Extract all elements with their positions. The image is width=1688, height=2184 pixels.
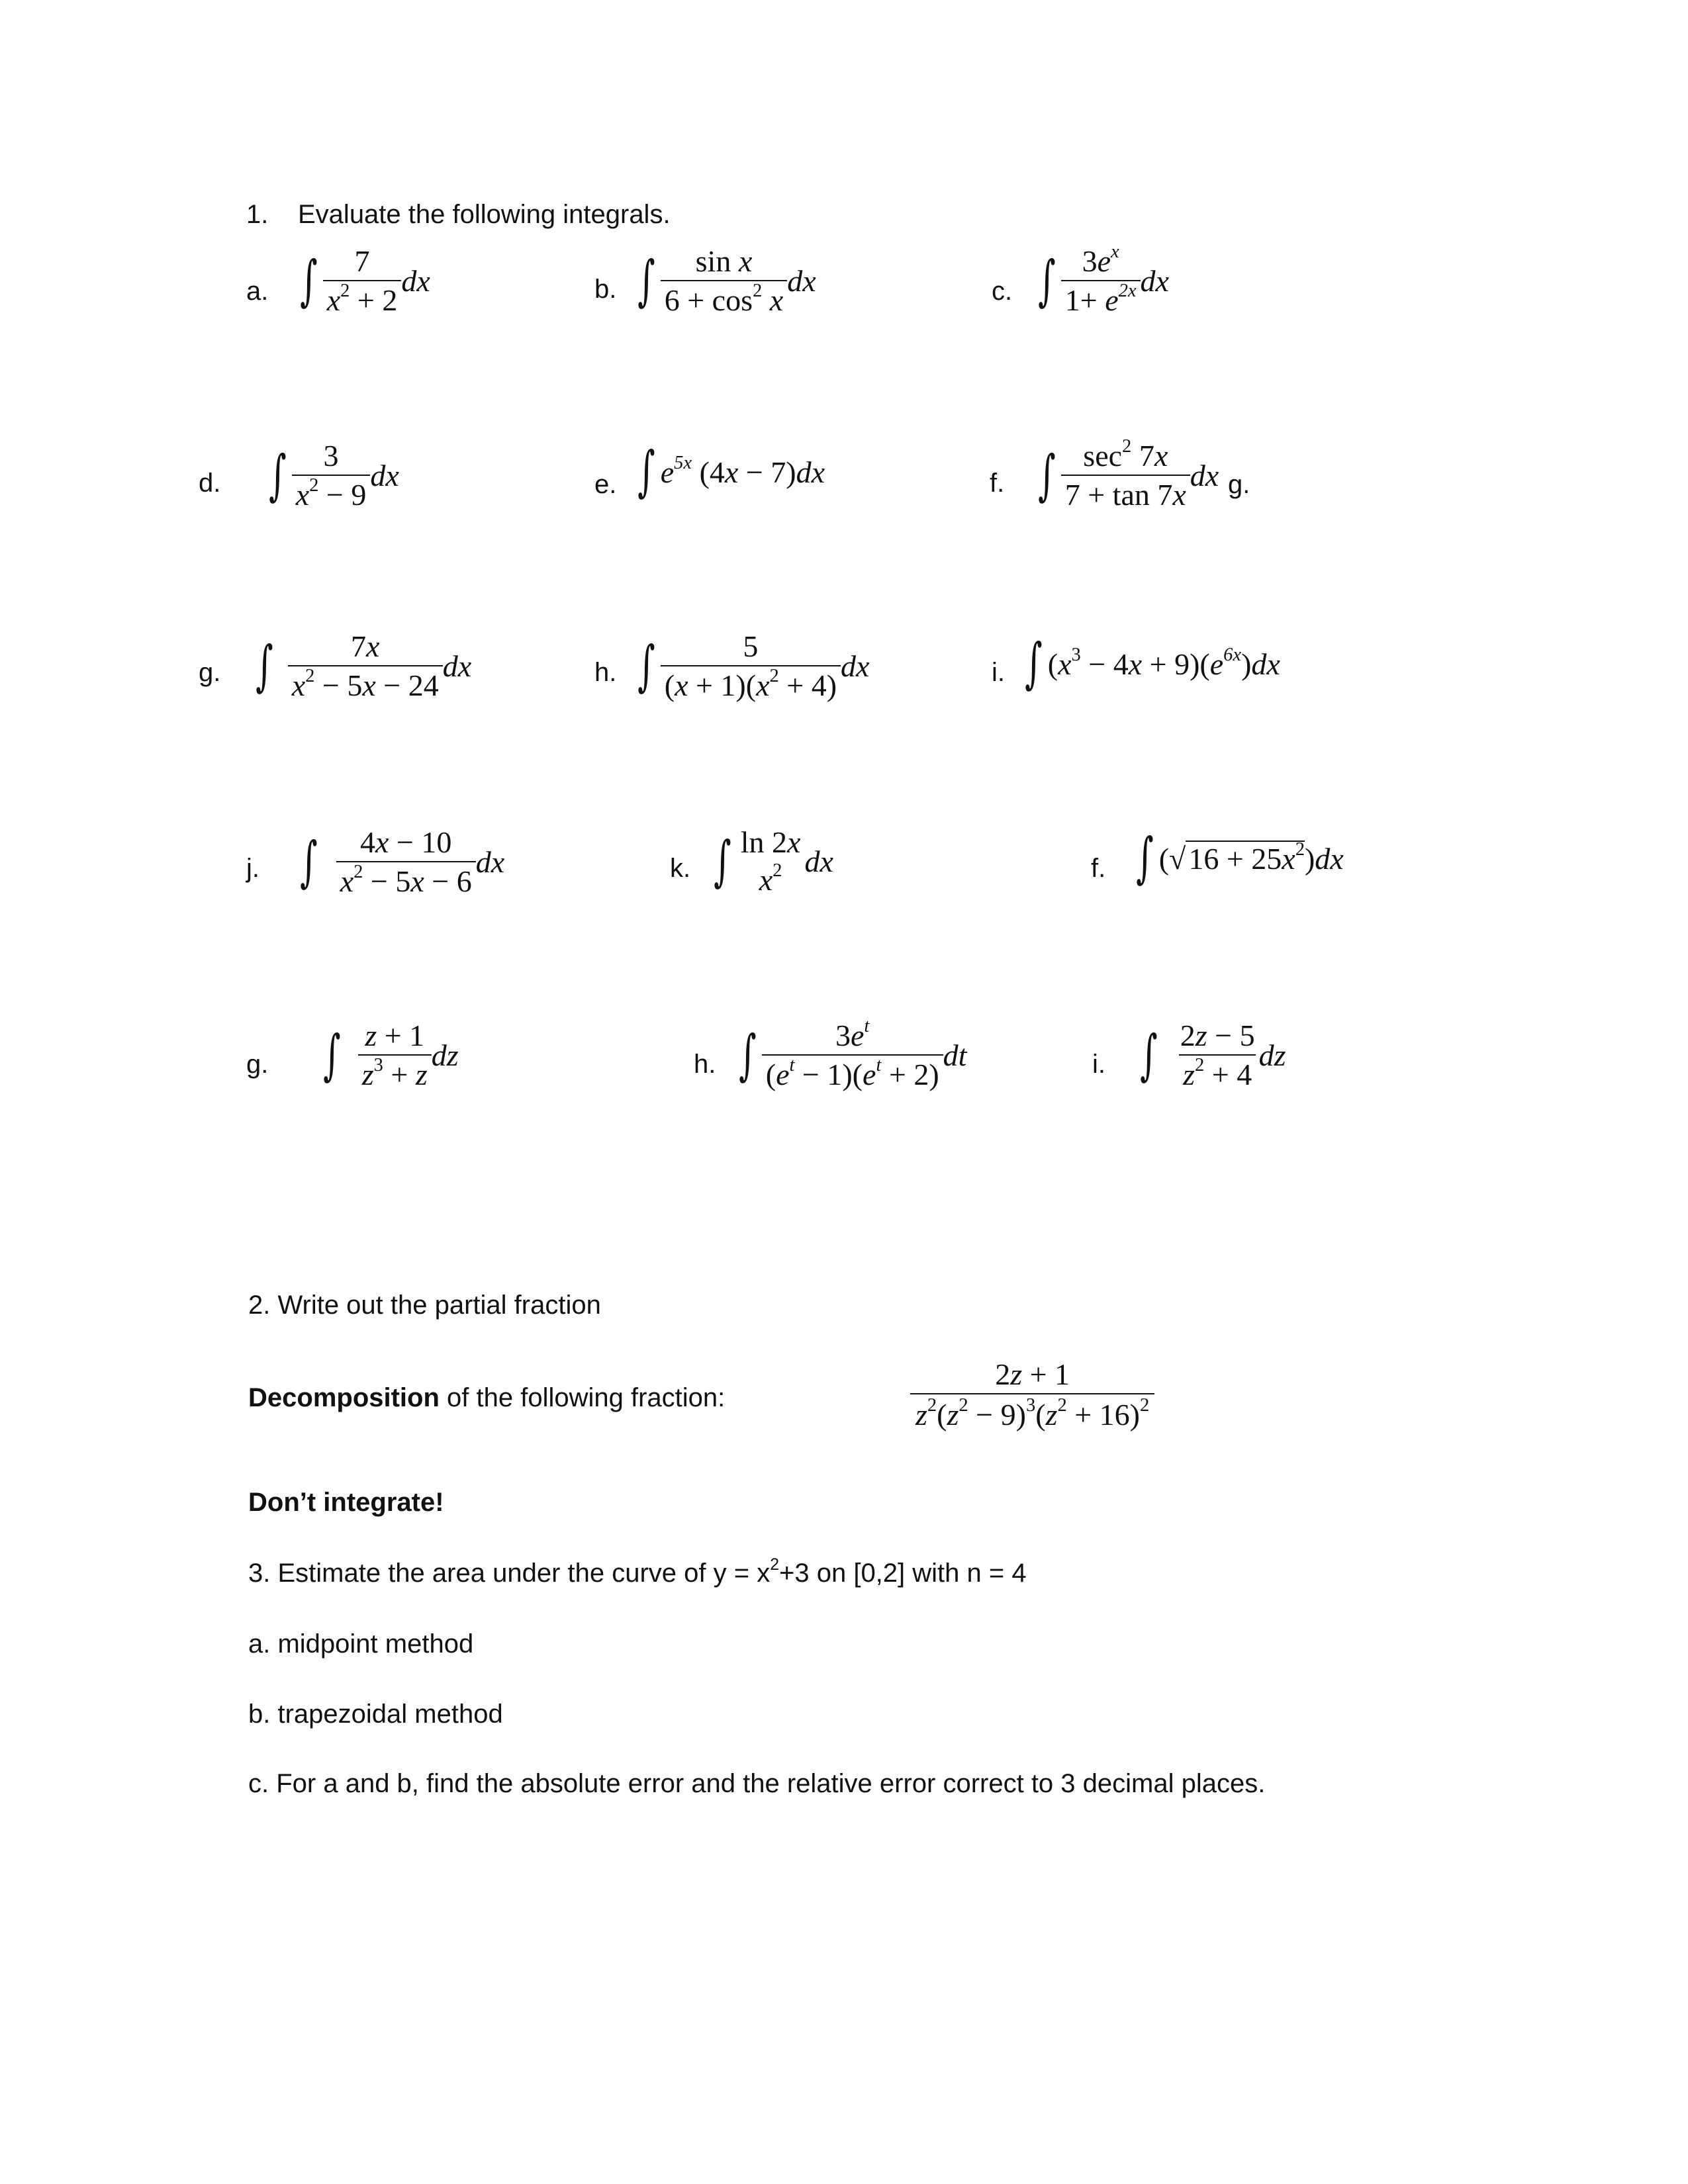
- q3-stem-prefix: 3. Estimate the area under the curve of y = x: [248, 1559, 771, 1588]
- label-h2: h.: [694, 1050, 716, 1079]
- label-i2: i.: [1092, 1050, 1105, 1079]
- question-2-decomposition: [248, 1383, 725, 1413]
- label-i: i.: [992, 658, 1005, 687]
- integral-h2: ∫ $\frac{3e^t}{(e^t - 1)(e^t + 2)}$ dt: [739, 1016, 967, 1091]
- label-g2: g.: [246, 1050, 269, 1079]
- integral-c: ∫ $\frac{3e^x}{1+ e^{2x}}$ dx: [1038, 242, 1169, 317]
- label-g-trailing: g.: [1228, 470, 1250, 499]
- question-3-stem: [248, 1555, 1027, 1588]
- label-j: j.: [246, 854, 259, 883]
- integral-a: ∫ $\frac{7}{x^2 + 2}$ dx: [300, 244, 430, 317]
- question-3c: c. For a and b, find the absolute error and the relative error correct to 3 decimal places.: [248, 1769, 1266, 1798]
- integral-j: ∫ $\frac{4x - 10}{x^2 - 5x - 6}$ dx: [300, 825, 505, 898]
- label-f2: f.: [1091, 854, 1106, 883]
- integral-k: ∫ ln 2x $x^2$ dx: [714, 825, 833, 897]
- integral-h: ∫ $\frac{5}{(x + 1)(x^2 + 4)}$ dx: [637, 629, 870, 702]
- decomposition-rest: of the following fraction:: [439, 1383, 726, 1412]
- partial-fraction-expression: $\frac{2z + 1}{z^2(z^2 - 9)^3(z^2 + 16)^2}$: [910, 1358, 1154, 1432]
- label-a: a.: [246, 277, 269, 306]
- integral-d: ∫ $\frac{3}{x^2 - 9}$ dx: [269, 439, 399, 512]
- question-1-title: Evaluate the following integrals.: [298, 200, 671, 229]
- integral-i: ∫ $(x^3 - 4x + 9)(e^{6x})dx$: [1025, 632, 1280, 695]
- dont-integrate-note: Don’t integrate!: [248, 1488, 444, 1517]
- q3-stem-exponent: 2: [770, 1555, 779, 1574]
- integral-g2: ∫ $\frac{z + 1}{z^3 + z}$ dz: [323, 1019, 459, 1091]
- question-2-line1: 2. Write out the partial fraction: [248, 1291, 601, 1320]
- integral-g: ∫ $\frac{7x}{x^2 - 5x - 24}$ dx: [256, 629, 472, 702]
- label-h: h.: [594, 658, 617, 687]
- label-k: k.: [670, 854, 691, 883]
- question-3a: a. midpoint method: [248, 1629, 474, 1659]
- q3-stem-suffix: +3 on [0,2] with n = 4: [779, 1559, 1027, 1588]
- integral-f: ∫ $\frac{\sec^2 7x}{7 + \tan 7x}$ dx: [1038, 436, 1219, 512]
- label-f: f.: [990, 469, 1005, 498]
- decomposition-bold: Decomposition: [248, 1383, 440, 1412]
- label-b: b.: [594, 275, 617, 304]
- integral-e: ∫ $e^{5x}$ (4x − 7)dx: [637, 440, 825, 503]
- integral-f2: ∫ $(√16 + 25x^2)dx$: [1136, 827, 1344, 889]
- label-g: g.: [199, 658, 221, 687]
- question-3b: b. trapezoidal method: [248, 1700, 503, 1729]
- integral-i2: ∫ $\frac{2z - 5}{z^2 + 4}$ dz: [1140, 1019, 1286, 1091]
- label-d: d.: [199, 469, 221, 498]
- label-c: c.: [992, 277, 1013, 306]
- question-1-number: 1.: [246, 200, 269, 229]
- integral-b: ∫ $\frac{\text{sin x}}{6 + \cos^2 x}$ dx: [637, 244, 816, 317]
- label-e: e.: [594, 470, 617, 499]
